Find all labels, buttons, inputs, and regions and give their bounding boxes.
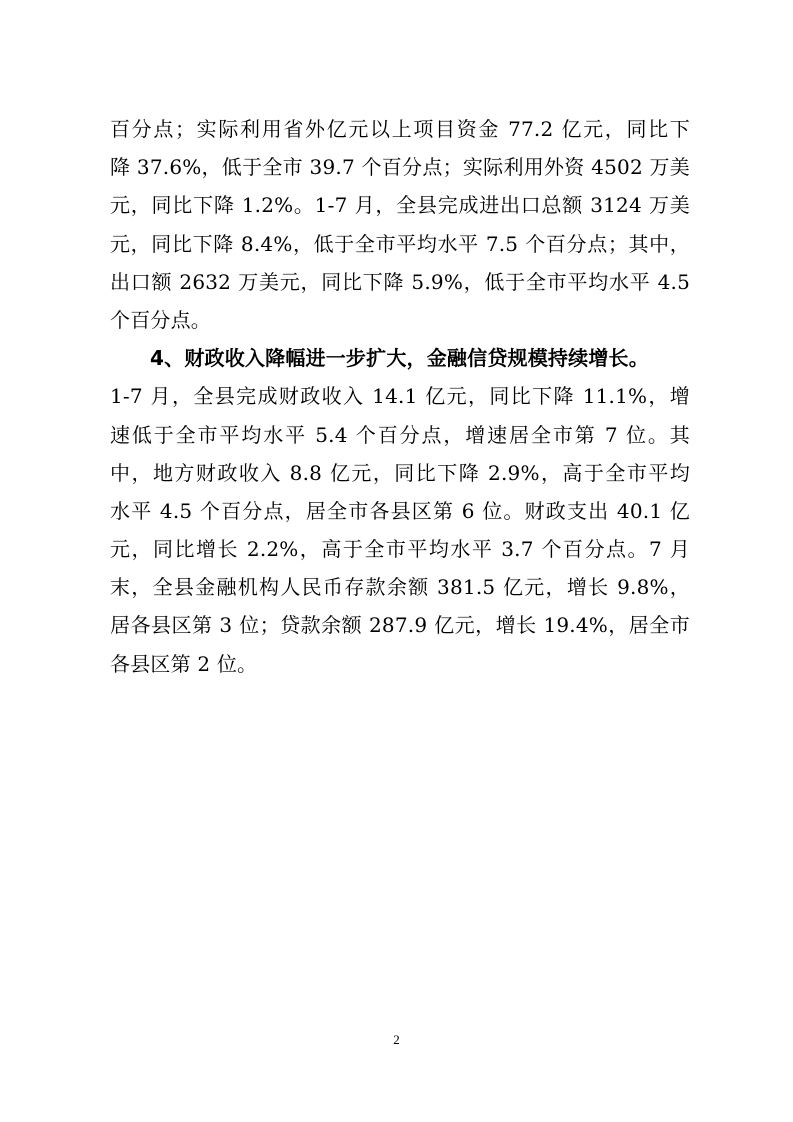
text-line: 中，地方财政收入 8.8 亿元，同比下降 2.9%，高于全市平均 [110,460,690,485]
heading-line [110,339,690,377]
text-line: 元，同比下降 8.4%，低于全市平均水平 7.5 个百分点；其中， [110,231,690,256]
paragraph-finance [110,339,690,683]
text-line: 各县区第 2 位。 [110,651,258,676]
text-line: 末，全县金融机构人民币存款余额 381.5 亿元，增长 9.8%， [110,575,690,600]
text-line: 降 37.6%，低于全市 39.7 个百分点；实际利用外资 4502 万美 [110,155,690,180]
section-heading: 4、财政收入降幅进一步扩大，金融信贷规模持续增长。 [150,346,649,371]
page-number: 2 [393,1032,400,1047]
text-line: 速低于全市平均水平 5.4 个百分点，增速居全市第 7 位。其 [110,422,690,447]
text-line: 百分点；实际利用省外亿元以上项目资金 77.2 亿元，同比下 [110,117,690,141]
text-line: 个百分点。 [110,307,211,332]
text-line: 1-7 月，全县完成财政收入 14.1 亿元，同比下降 11.1%，增 [110,384,690,409]
document-body [110,110,690,683]
text-line: 水平 4.5 个百分点，居全市各县区第 6 位。财政支出 40.1 亿 [110,498,690,523]
text-line: 元，同比增长 2.2%，高于全市平均水平 3.7 个百分点。7 月 [110,537,690,562]
text-line: 元，同比下降 1.2%。1-7 月，全县完成进出口总额 3124 万美 [110,193,690,218]
paragraph-trade-investment [110,110,690,339]
text-line: 居各县区第 3 位；贷款余额 287.9 亿元，增长 19.4%，居全市 [110,613,690,638]
text-line: 出口额 2632 万美元，同比下降 5.9%，低于全市平均水平 4.5 [110,269,690,294]
